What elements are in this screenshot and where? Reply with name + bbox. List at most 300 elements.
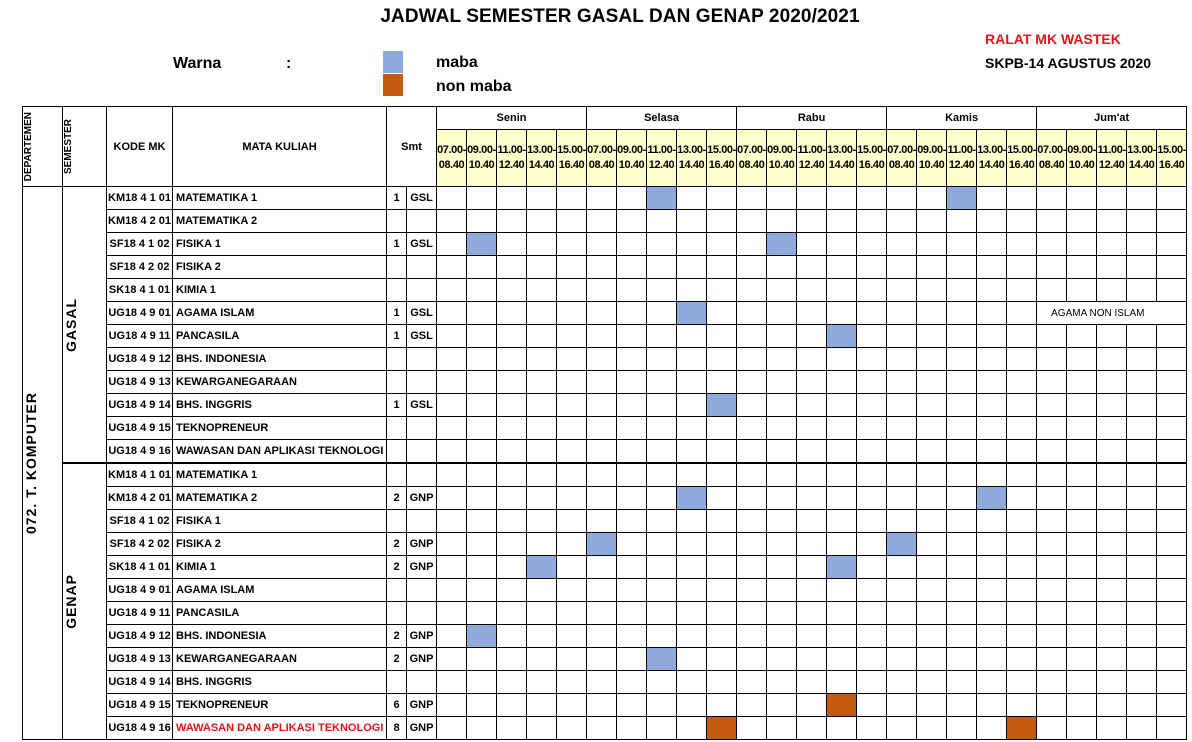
table-row — [23, 279, 1187, 302]
course-name: BHS. INGGRIS — [173, 671, 387, 694]
schedule-cell — [437, 602, 467, 625]
course-code: SK18 4 1 01 — [107, 279, 173, 302]
schedule-cell — [557, 279, 587, 302]
day-header-rabu: Rabu — [737, 107, 887, 130]
schedule-cell-maba — [707, 394, 737, 417]
schedule-cell — [827, 279, 857, 302]
schedule-cell — [827, 233, 857, 256]
schedule-cell — [587, 694, 617, 717]
schedule-cell — [767, 717, 797, 740]
schedule-cell — [947, 348, 977, 371]
schedule-cell — [917, 579, 947, 602]
schedule-cell — [707, 256, 737, 279]
schedule-cell — [1037, 256, 1067, 279]
table-row — [23, 556, 1187, 579]
schedule-cell — [647, 394, 677, 417]
time-slot-header — [677, 130, 707, 187]
schedule-cell — [617, 510, 647, 533]
course-semester: 1 — [387, 187, 407, 210]
schedule-cell — [587, 648, 617, 671]
schedule-cell — [467, 510, 497, 533]
schedule-cell — [647, 371, 677, 394]
schedule-cell — [797, 533, 827, 556]
schedule-cell — [557, 671, 587, 694]
time-slot-start: 09.00- — [467, 144, 496, 156]
schedule-cell — [497, 256, 527, 279]
schedule-cell-maba — [827, 556, 857, 579]
schedule-cell — [437, 533, 467, 556]
semester-group-label: GENAP — [63, 574, 79, 629]
course-semester: 2 — [387, 556, 407, 579]
course-term — [407, 371, 437, 394]
schedule-cell — [677, 510, 707, 533]
schedule-cell — [677, 187, 707, 210]
schedule-cell — [977, 348, 1007, 371]
schedule-cell — [707, 302, 737, 325]
schedule-cell — [887, 602, 917, 625]
schedule-cell — [677, 233, 707, 256]
course-term — [407, 510, 437, 533]
schedule-cell — [797, 371, 827, 394]
time-slot-end: 14.40 — [678, 159, 705, 171]
schedule-cell — [707, 348, 737, 371]
schedule-cell — [767, 510, 797, 533]
schedule-cell — [857, 187, 887, 210]
schedule-cell — [617, 579, 647, 602]
course-code: SF18 4 1 02 — [107, 233, 173, 256]
schedule-cell — [467, 440, 497, 464]
schedule-cell — [857, 556, 887, 579]
schedule-cell — [1157, 394, 1187, 417]
time-slot-header — [1097, 130, 1127, 187]
schedule-cell — [1097, 187, 1127, 210]
schedule-cell — [587, 256, 617, 279]
legend-label: Warna — [173, 55, 222, 72]
schedule-cell — [917, 463, 947, 487]
schedule-cell — [887, 556, 917, 579]
schedule-cell — [587, 579, 617, 602]
schedule-cell — [437, 302, 467, 325]
table-row — [23, 256, 1187, 279]
schedule-cell — [707, 648, 737, 671]
course-code: KM18 4 1 01 — [107, 463, 173, 487]
schedule-cell — [647, 487, 677, 510]
schedule-cell — [827, 648, 857, 671]
time-slot-start: 15.00- — [857, 144, 886, 156]
schedule-cell — [1097, 625, 1127, 648]
course-semester — [387, 440, 407, 464]
schedule-cell — [857, 394, 887, 417]
schedule-cell — [1127, 648, 1157, 671]
schedule-cell — [857, 463, 887, 487]
schedule-cell — [617, 602, 647, 625]
schedule-cell — [497, 394, 527, 417]
schedule-cell — [827, 187, 857, 210]
time-slot-end: 12.40 — [798, 159, 825, 171]
schedule-cell — [677, 440, 707, 464]
schedule-cell — [737, 648, 767, 671]
schedule-cell — [947, 210, 977, 233]
schedule-cell — [827, 510, 857, 533]
schedule-cell — [857, 279, 887, 302]
schedule-cell — [617, 302, 647, 325]
course-term — [407, 463, 437, 487]
schedule-cell — [677, 648, 707, 671]
schedule-cell — [617, 417, 647, 440]
schedule-cell — [1097, 417, 1127, 440]
schedule-cell — [437, 279, 467, 302]
schedule-cell — [1157, 440, 1187, 464]
schedule-cell — [1067, 417, 1097, 440]
schedule-cell — [1157, 187, 1187, 210]
table-row — [23, 348, 1187, 371]
course-code: UG18 4 9 12 — [107, 625, 173, 648]
course-semester — [387, 371, 407, 394]
schedule-cell — [947, 302, 977, 325]
course-term — [407, 671, 437, 694]
schedule-cell — [467, 533, 497, 556]
schedule-cell — [467, 325, 497, 348]
schedule-cell — [587, 187, 617, 210]
schedule-cell — [527, 694, 557, 717]
schedule-cell — [1157, 533, 1187, 556]
schedule-cell — [707, 579, 737, 602]
schedule-cell — [437, 556, 467, 579]
schedule-cell — [467, 256, 497, 279]
schedule-cell — [887, 625, 917, 648]
time-slot-start: 07.00- — [437, 144, 466, 156]
schedule-cell — [1097, 233, 1127, 256]
schedule-cell — [887, 325, 917, 348]
course-name: PANCASILA — [173, 602, 387, 625]
schedule-cell — [857, 487, 887, 510]
schedule-cell — [1067, 256, 1097, 279]
schedule-cell — [587, 602, 617, 625]
schedule-cell — [527, 256, 557, 279]
schedule-cell — [827, 302, 857, 325]
time-slot-header — [1157, 130, 1187, 187]
schedule-cell — [1067, 648, 1097, 671]
schedule-cell — [1037, 510, 1067, 533]
time-slot-end: 16.40 — [708, 159, 735, 171]
schedule-cell — [1127, 463, 1157, 487]
schedule-cell — [977, 510, 1007, 533]
schedule-cell — [557, 694, 587, 717]
schedule-cell — [767, 463, 797, 487]
schedule-cell — [1127, 348, 1157, 371]
schedule-cell — [1127, 625, 1157, 648]
schedule-cell — [737, 533, 767, 556]
schedule-cell — [857, 233, 887, 256]
course-name: AGAMA ISLAM — [173, 579, 387, 602]
schedule-cell — [887, 579, 917, 602]
schedule-cell — [707, 487, 737, 510]
schedule-cell — [767, 394, 797, 417]
schedule-cell — [857, 371, 887, 394]
schedule-cell — [647, 510, 677, 533]
schedule-cell-non-maba — [1007, 717, 1037, 740]
schedule-cell — [617, 394, 647, 417]
schedule-cell — [947, 487, 977, 510]
course-term: GNP — [407, 717, 437, 740]
schedule-cell — [857, 717, 887, 740]
course-semester: 2 — [387, 648, 407, 671]
time-slot-start: 11.00- — [647, 144, 676, 156]
schedule-cell — [1157, 348, 1187, 371]
schedule-cell — [707, 325, 737, 348]
schedule-cell — [1037, 671, 1067, 694]
schedule-cell — [527, 325, 557, 348]
schedule-cell — [1127, 279, 1157, 302]
table-row — [23, 602, 1187, 625]
schedule-cell — [1037, 487, 1067, 510]
schedule-cell — [677, 279, 707, 302]
schedule-cell — [467, 671, 497, 694]
schedule-cell — [977, 256, 1007, 279]
schedule-cell — [527, 602, 557, 625]
schedule-cell — [1127, 694, 1157, 717]
decree-label: SKPB-14 AGUSTUS 2020 — [985, 55, 1151, 71]
schedule-cell — [977, 533, 1007, 556]
schedule-cell — [707, 602, 737, 625]
schedule-cell — [917, 279, 947, 302]
schedule-cell — [947, 233, 977, 256]
course-term: GSL — [407, 325, 437, 348]
schedule-cell — [677, 463, 707, 487]
time-slot-header — [977, 130, 1007, 187]
schedule-cell — [827, 417, 857, 440]
schedule-cell — [527, 233, 557, 256]
time-slot-end: 12.40 — [648, 159, 675, 171]
schedule-cell — [617, 463, 647, 487]
schedule-cell — [557, 648, 587, 671]
schedule-cell — [437, 487, 467, 510]
schedule-cell — [437, 233, 467, 256]
time-slot-header — [707, 130, 737, 187]
schedule-cell — [1007, 510, 1037, 533]
schedule-cell — [617, 671, 647, 694]
schedule-cell — [587, 348, 617, 371]
course-semester: 1 — [387, 325, 407, 348]
schedule-cell — [1037, 463, 1067, 487]
course-name: FISIKA 2 — [173, 533, 387, 556]
course-name: TEKNOPRENEUR — [173, 417, 387, 440]
schedule-cell — [617, 440, 647, 464]
course-semester: 2 — [387, 533, 407, 556]
schedule-cell — [647, 579, 677, 602]
time-slot-header — [497, 130, 527, 187]
schedule-cell — [857, 256, 887, 279]
schedule-cell — [737, 625, 767, 648]
table-row — [23, 510, 1187, 533]
schedule-cell — [647, 694, 677, 717]
time-slot-end: 16.40 — [858, 159, 885, 171]
schedule-cell — [1007, 210, 1037, 233]
schedule-cell — [797, 556, 827, 579]
schedule-cell — [677, 256, 707, 279]
course-code: UG18 4 9 14 — [107, 671, 173, 694]
schedule-cell — [707, 371, 737, 394]
schedule-cell — [1067, 487, 1097, 510]
schedule-cell — [827, 463, 857, 487]
time-slot-end: 16.40 — [558, 159, 585, 171]
schedule-cell — [917, 302, 947, 325]
schedule-cell — [587, 417, 617, 440]
schedule-cell-maba — [977, 487, 1007, 510]
time-slot-header — [797, 130, 827, 187]
schedule-cell — [1097, 256, 1127, 279]
schedule-cell — [977, 302, 1007, 325]
schedule-cell — [587, 279, 617, 302]
schedule-cell — [947, 256, 977, 279]
schedule-cell — [1067, 279, 1097, 302]
time-slot-end: 14.40 — [1128, 159, 1155, 171]
schedule-cell — [947, 279, 977, 302]
schedule-cell — [467, 648, 497, 671]
time-slot-end: 12.40 — [498, 159, 525, 171]
schedule-cell — [647, 602, 677, 625]
schedule-cell — [707, 556, 737, 579]
course-semester — [387, 256, 407, 279]
course-term: GSL — [407, 302, 437, 325]
schedule-cell — [767, 487, 797, 510]
schedule-cell — [857, 325, 887, 348]
schedule-cell — [467, 348, 497, 371]
schedule-cell — [1097, 210, 1127, 233]
errata-label: RALAT MK WASTEK — [985, 31, 1121, 47]
schedule-cell-maba — [467, 233, 497, 256]
schedule-cell — [497, 371, 527, 394]
time-slot-end: 08.40 — [1038, 159, 1065, 171]
course-code: UG18 4 9 01 — [107, 579, 173, 602]
schedule-cell — [1157, 671, 1187, 694]
schedule-cell — [917, 210, 947, 233]
course-term: GSL — [407, 394, 437, 417]
schedule-cell-maba — [947, 187, 977, 210]
table-row — [23, 210, 1187, 233]
schedule-cell — [1157, 279, 1187, 302]
schedule-cell — [587, 371, 617, 394]
table-row — [23, 463, 1187, 487]
schedule-cell — [467, 302, 497, 325]
course-term: GSL — [407, 233, 437, 256]
header-semester: SEMESTER — [63, 107, 107, 187]
schedule-cell — [767, 371, 797, 394]
schedule-cell — [947, 440, 977, 464]
schedule-cell — [1037, 210, 1067, 233]
schedule-cell — [857, 510, 887, 533]
schedule-cell — [647, 463, 677, 487]
schedule-cell — [767, 556, 797, 579]
schedule-cell — [557, 233, 587, 256]
schedule-cell — [1157, 510, 1187, 533]
schedule-cell — [917, 602, 947, 625]
schedule-cell — [977, 463, 1007, 487]
schedule-cell — [527, 487, 557, 510]
course-code: SF18 4 1 02 — [107, 510, 173, 533]
schedule-cell — [947, 325, 977, 348]
schedule-cell — [677, 556, 707, 579]
schedule-cell — [1067, 625, 1097, 648]
time-slot-start: 15.00- — [1007, 144, 1037, 156]
time-slot-header — [917, 130, 947, 187]
table-row — [23, 394, 1187, 417]
schedule-cell — [677, 533, 707, 556]
schedule-cell — [1007, 694, 1037, 717]
schedule-cell — [977, 648, 1007, 671]
course-semester — [387, 579, 407, 602]
schedule-cell — [1007, 648, 1037, 671]
course-name: KIMIA 1 — [173, 556, 387, 579]
course-code: UG18 4 9 11 — [107, 602, 173, 625]
course-semester: 8 — [387, 717, 407, 740]
time-slot-start: 15.00- — [1157, 144, 1187, 156]
schedule-cell — [437, 440, 467, 464]
schedule-cell — [947, 579, 977, 602]
schedule-cell — [947, 510, 977, 533]
schedule-cell — [827, 440, 857, 464]
schedule-cell — [1097, 279, 1127, 302]
table-row — [23, 302, 1187, 325]
schedule-cell — [1097, 602, 1127, 625]
schedule-cell — [737, 187, 767, 210]
schedule-cell — [1067, 579, 1097, 602]
schedule-cell — [647, 348, 677, 371]
table-row — [23, 487, 1187, 510]
schedule-cell — [1127, 579, 1157, 602]
schedule-cell — [1157, 579, 1187, 602]
schedule-cell — [887, 210, 917, 233]
schedule-cell — [917, 371, 947, 394]
course-name: MATEMATIKA 1 — [173, 187, 387, 210]
course-term — [407, 210, 437, 233]
schedule-cell — [1157, 463, 1187, 487]
schedule-cell — [647, 533, 677, 556]
course-name: KIMIA 1 — [173, 279, 387, 302]
schedule-cell — [797, 325, 827, 348]
schedule-cell — [857, 348, 887, 371]
course-term: GNP — [407, 648, 437, 671]
schedule-cell — [797, 648, 827, 671]
schedule-cell — [1067, 671, 1097, 694]
schedule-cell — [1007, 348, 1037, 371]
schedule-cell — [737, 671, 767, 694]
time-slot-end: 14.40 — [828, 159, 855, 171]
schedule-cell — [887, 717, 917, 740]
schedule-cell — [767, 348, 797, 371]
schedule-cell — [587, 233, 617, 256]
schedule-cell — [677, 348, 707, 371]
schedule-cell — [1067, 325, 1097, 348]
course-code: UG18 4 9 14 — [107, 394, 173, 417]
schedule-cell — [707, 279, 737, 302]
schedule-cell — [557, 579, 587, 602]
schedule-cell — [497, 510, 527, 533]
schedule-cell — [1127, 602, 1157, 625]
schedule-cell — [767, 648, 797, 671]
schedule-cell — [767, 187, 797, 210]
schedule-cell — [647, 325, 677, 348]
time-slot-start: 15.00- — [707, 144, 736, 156]
schedule-cell — [1037, 556, 1067, 579]
schedule-cell — [437, 371, 467, 394]
schedule-cell — [797, 694, 827, 717]
schedule-cell — [617, 279, 647, 302]
time-slot-header — [587, 130, 617, 187]
time-slot-end: 10.40 — [618, 159, 645, 171]
schedule-cell — [647, 302, 677, 325]
time-slot-start: 09.00- — [617, 144, 646, 156]
